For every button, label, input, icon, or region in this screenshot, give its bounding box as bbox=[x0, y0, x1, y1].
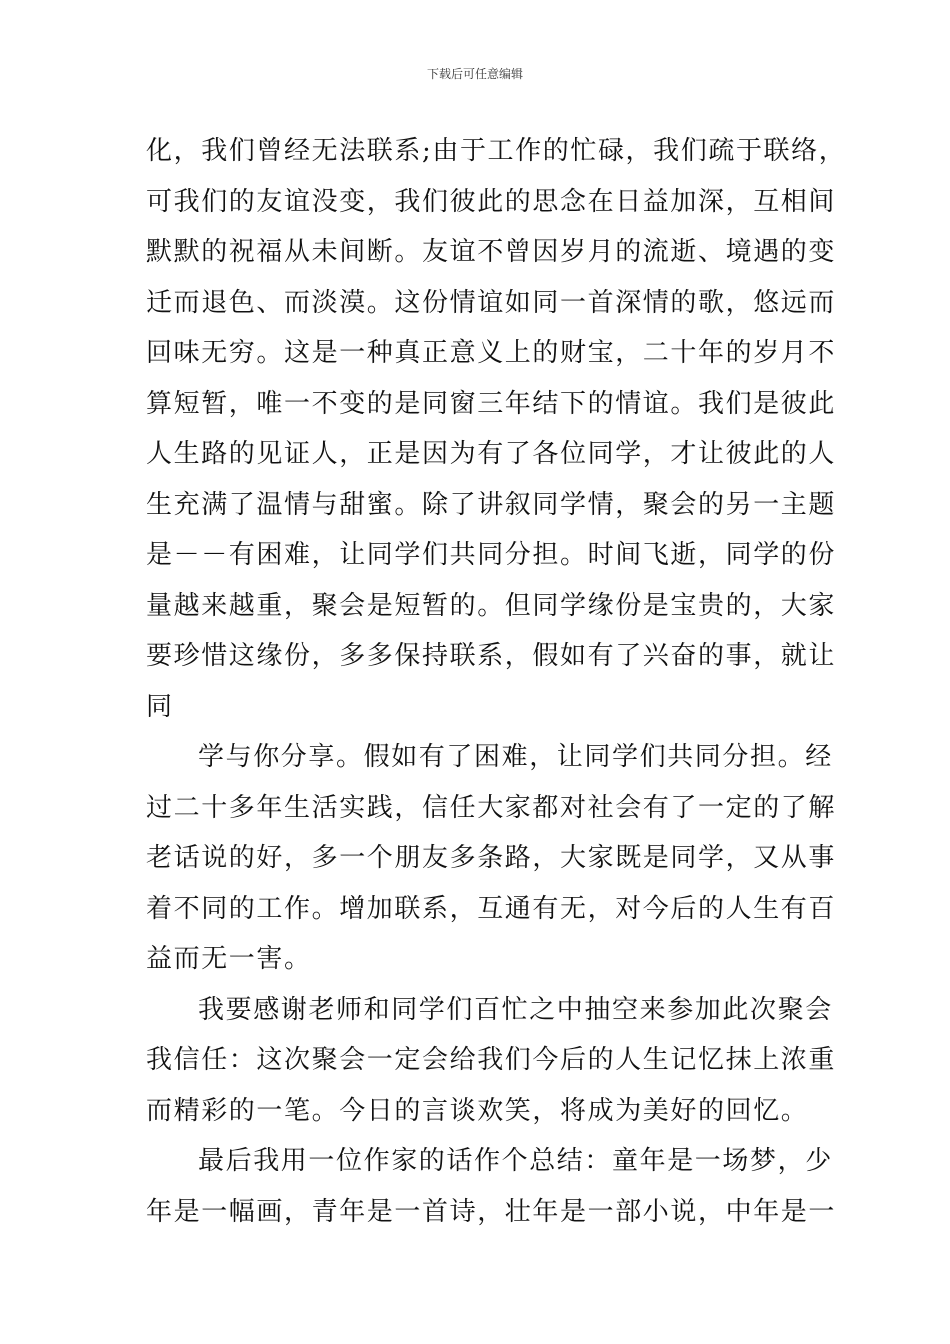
text-line-4: 迁而退色、而淡漠。这份情谊如同一首深情的歌，悠远而 bbox=[146, 287, 837, 318]
text-line-18: 我要感谢老师和同学们百忙之中抽空来参加此次聚会 bbox=[198, 994, 833, 1025]
text-line-8: 生充满了温情与甜蜜。除了讲叙同学情，聚会的另一主题 bbox=[146, 489, 837, 520]
text-line-20: 而精彩的一笔。今日的言谈欢笑，将成为美好的回忆。 bbox=[146, 1095, 809, 1126]
text-line-22: 年是一幅画，青年是一首诗，壮年是一部小说，中年是一 bbox=[146, 1196, 837, 1227]
text-line-13: 学与你分享。假如有了困难，让同学们共同分担。经 bbox=[198, 742, 833, 772]
text-line-6: 算短暂，唯一不变的是同窗三年结下的情谊。我们是彼此 bbox=[146, 388, 837, 419]
text-line-11: 要珍惜这缘份，多多保持联系，假如有了兴奋的事，就让 bbox=[146, 641, 837, 671]
text-line-1: 化，我们曾经无法联系;由于工作的忙碌，我们疏于联络， bbox=[146, 136, 847, 166]
text-line-2: 可我们的友谊没变，我们彼此的思念在日益加深，互相间 bbox=[146, 186, 837, 217]
document-body bbox=[146, 126, 847, 1237]
text-line-14: 过二十多年生活实践，信任大家都对社会有了一定的了解 bbox=[146, 792, 837, 823]
text-line-15: 老话说的好，多一个朋友多条路，大家既是同学，又从事 bbox=[146, 843, 837, 873]
text-line-19: 我信任：这次聚会一定会给我们今后的人生记忆抹上浓重 bbox=[146, 1045, 837, 1075]
text-line-5: 回味无穷。这是一种真正意义上的财宝，二十年的岁月不 bbox=[146, 338, 837, 368]
text-line-10: 量越来越重，聚会是短暂的。但同学缘份是宝贵的，大家 bbox=[146, 590, 837, 621]
text-line-17: 益而无一害。 bbox=[146, 944, 312, 974]
text-line-21: 最后我用一位作家的话作个总结：童年是一场梦，少 bbox=[198, 1146, 833, 1176]
text-line-3: 默默的祝福从未间断。友谊不曾因岁月的流逝、境遇的变 bbox=[146, 237, 837, 267]
text-line-16: 着不同的工作。增加联系，互通有无，对今后的人生有百 bbox=[146, 893, 837, 924]
text-line-9: 是－－有困难，让同学们共同分担。时间飞逝，同学的份 bbox=[146, 540, 837, 570]
text-line-7: 人生路的见证人，正是因为有了各位同学，才让彼此的人 bbox=[146, 439, 837, 469]
page-header: 下载后可任意编辑 bbox=[426, 67, 523, 81]
text-line-12: 同 bbox=[146, 691, 174, 722]
